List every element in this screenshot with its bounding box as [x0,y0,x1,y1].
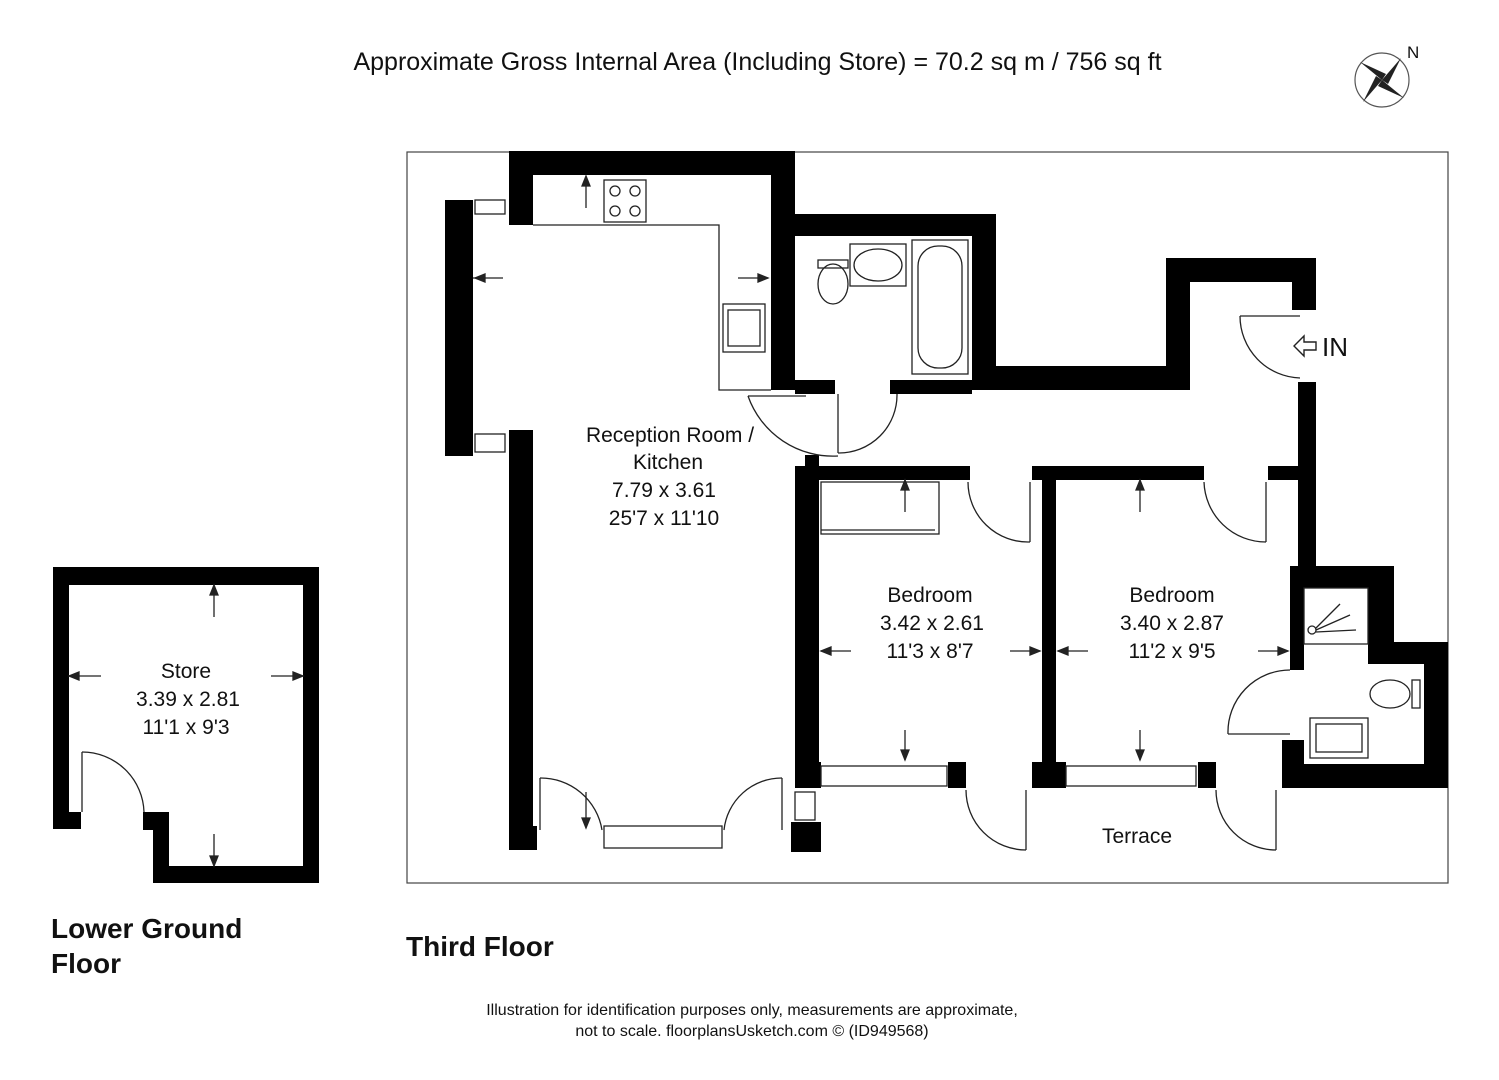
reception-imperial: 25'7 x 11'10 [608,507,720,530]
shower-icon [1304,588,1368,644]
third-floor-label: Third Floor [406,931,554,962]
store-metric: 3.39 x 2.81 [136,688,240,711]
store-door [82,752,144,812]
bedroom2-label [1120,584,1224,663]
entry-arrow-icon [1294,336,1316,356]
bedroom1-label [880,584,984,663]
reception-label [586,424,754,530]
bedroom1-metric: 3.42 x 2.61 [880,612,984,635]
bedroom2-name: Bedroom [1129,584,1215,607]
bedroom2-imperial: 11'2 x 9'5 [1128,640,1216,663]
gross-area-title: Approximate Gross Internal Area (Including Store) = 70.2 sq m / 756 sq ft [353,48,1162,76]
entrance-label: IN [1322,332,1348,362]
third-floor-windows [475,200,1196,848]
hob-icon [604,180,646,222]
reception-metric: 7.79 x 3.61 [612,479,716,502]
sink-icon [723,304,765,352]
reception-name-line1: Reception Room / [585,424,755,447]
compass-north-label: N [1407,43,1420,62]
store-imperial: 11'1 x 9'3 [142,716,230,739]
bedroom2-metric: 3.40 x 2.87 [1120,612,1224,635]
compass-rose-icon [1355,43,1419,107]
disclaimer-line2: not to scale. floorplansUsketch.com © (ID949568) [575,1023,929,1040]
toilet-icon [818,264,848,304]
basin-icon [850,244,906,286]
bathtub-icon [912,240,968,374]
bedroom1-imperial: 11'3 x 8'7 [886,640,974,663]
bedroom1-name: Bedroom [887,584,973,607]
ensuite-fittings [1304,588,1420,758]
lower-ground-line2: Floor [51,948,121,979]
disclaimer-line1: Illustration for identification purposes only, measurements are approximate, [486,1002,1018,1019]
kitchen-fittings [533,180,771,390]
bathroom-fittings [818,240,968,374]
store-name: Store [160,660,212,683]
terrace-label: Terrace [1101,825,1173,848]
lower-ground-line1: Lower Ground [51,913,243,944]
reception-name-line2: Kitchen [632,451,704,474]
wardrobe [821,482,939,534]
third-floor-walls [445,151,1448,852]
store-label [136,660,240,739]
measurement-arrows [473,176,1288,828]
lower-ground-floor-label [51,911,242,981]
ensuite-toilet-icon [1370,680,1410,708]
